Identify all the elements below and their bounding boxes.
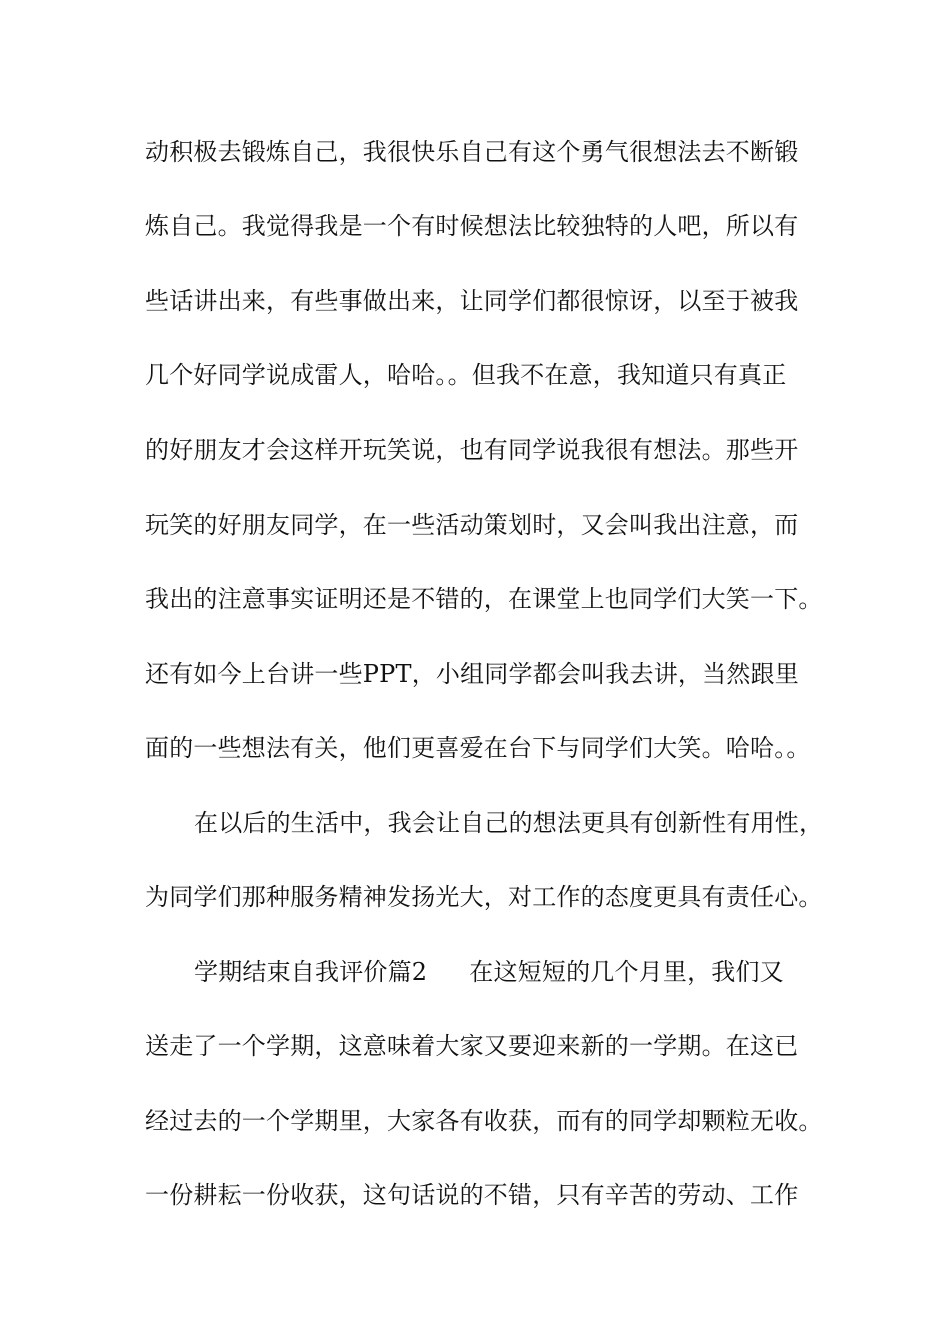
text-line: 炼自己。我觉得我是一个有时候想法比较独特的人吧，所以有 xyxy=(145,212,799,240)
text-line: 几个好同学说成雷人，哈哈。。但我不在意，我知道只有真正 xyxy=(145,361,787,389)
text-line: 经过去的一个学期里，大家各有收获，而有的同学却颗粒无收。 xyxy=(145,1107,823,1135)
text-line: 些话讲出来，有些事做出来，让同学们都很惊讶，以至于被我 xyxy=(145,287,799,315)
text-line: 送走了一个学期，这意味着大家又要迎来新的一学期。在这已 xyxy=(145,1032,799,1060)
text-line: 玩笑的好朋友同学，在一些活动策划时，又会叫我出注意，而 xyxy=(145,511,799,539)
text-line: 动积极去锻炼自己，我很快乐自己有这个勇气很想法去不断锻 xyxy=(145,138,799,166)
section-heading-line xyxy=(194,952,874,992)
text-line: 一份耕耘一份收获，这句话说的不错，只有辛苦的劳动、工作 xyxy=(145,1181,799,1209)
text-line: 为同学们那种服务精神发扬光大，对工作的态度更具有责任心。 xyxy=(145,883,823,911)
text-line: 还有如今上台讲一些PPT，小组同学都会叫我去讲，当然跟里 xyxy=(145,660,799,688)
paragraph-first-line: 在以后的生活中，我会让自己的想法更具有创新性有用性， xyxy=(194,809,824,837)
text-line: 的好朋友才会这样开玩笑说，也有同学说我很有想法。那些开 xyxy=(145,436,799,464)
text-line: 我出的注意事实证明还是不错的，在课堂上也同学们大笑一下。 xyxy=(145,585,823,613)
heading-following-text: 在这短短的几个月里，我们又 xyxy=(469,958,784,986)
section-heading: 学期结束自我评价篇2 xyxy=(194,958,428,986)
text-line: 面的一些想法有关，他们更喜爱在台下与同学们大笑。哈哈。。 xyxy=(145,734,811,762)
